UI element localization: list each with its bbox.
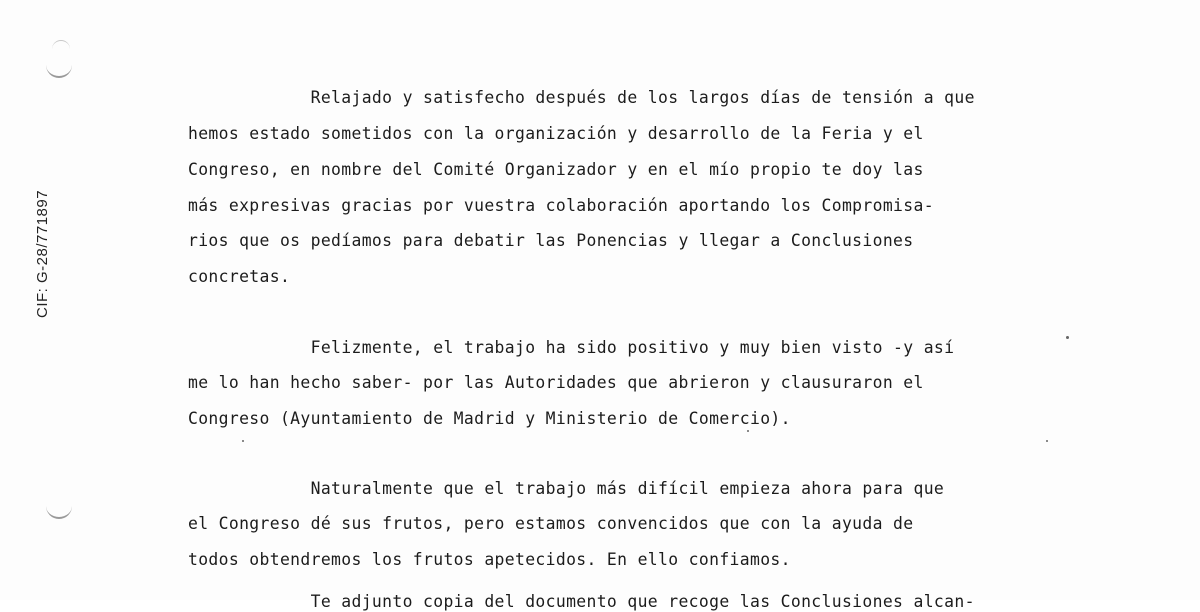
scan-speck <box>1066 336 1069 339</box>
letter-line: Congreso (Ayuntamiento de Madrid y Ministerio de Comercio). <box>188 409 791 428</box>
letter-line: todos obtendremos los frutos apetecidos. En ello confiamos. <box>188 550 791 569</box>
letter-line: más expresivas gracias por vuestra colaboración aportando los Compromisa- <box>188 196 934 215</box>
letter-line: rios que os pedíamos para debatir las Ponencias y llegar a Conclusiones <box>188 231 914 250</box>
cif-number: CIF: G-28/771897 <box>34 189 51 318</box>
letter-line: el Congreso dé sus frutos, pero estamos convencidos que con la ayuda de <box>188 514 914 533</box>
letter-line: Felizmente, el trabajo ha sido positivo y muy bien visto -y así <box>188 338 955 357</box>
letter-line: concretas. <box>188 267 291 286</box>
punch-hole-mark-middle <box>46 503 72 519</box>
punch-hole-mark-top-faint <box>52 40 70 51</box>
scan-speck <box>747 430 749 432</box>
punch-hole-mark-top <box>46 62 72 78</box>
letter-line: Relajado y satisfecho después de los largos días de tensión a que <box>188 88 975 107</box>
letter-line: Te adjunto copia del documento que recoge las Conclusiones alcan- <box>188 592 975 611</box>
letter-line: Naturalmente que el trabajo más difícil empieza ahora para que <box>188 479 945 498</box>
scan-speck <box>242 440 244 442</box>
letter-line: Congreso, en nombre del Comité Organizador y en el mío propio te doy las <box>188 160 924 179</box>
letter-line: hemos estado sometidos con la organización y desarrollo de la Feria y el <box>188 124 924 143</box>
letter-line: me lo han hecho saber- por las Autoridades que abrieron y clausuraron el <box>188 373 924 392</box>
scan-speck <box>1046 440 1048 442</box>
